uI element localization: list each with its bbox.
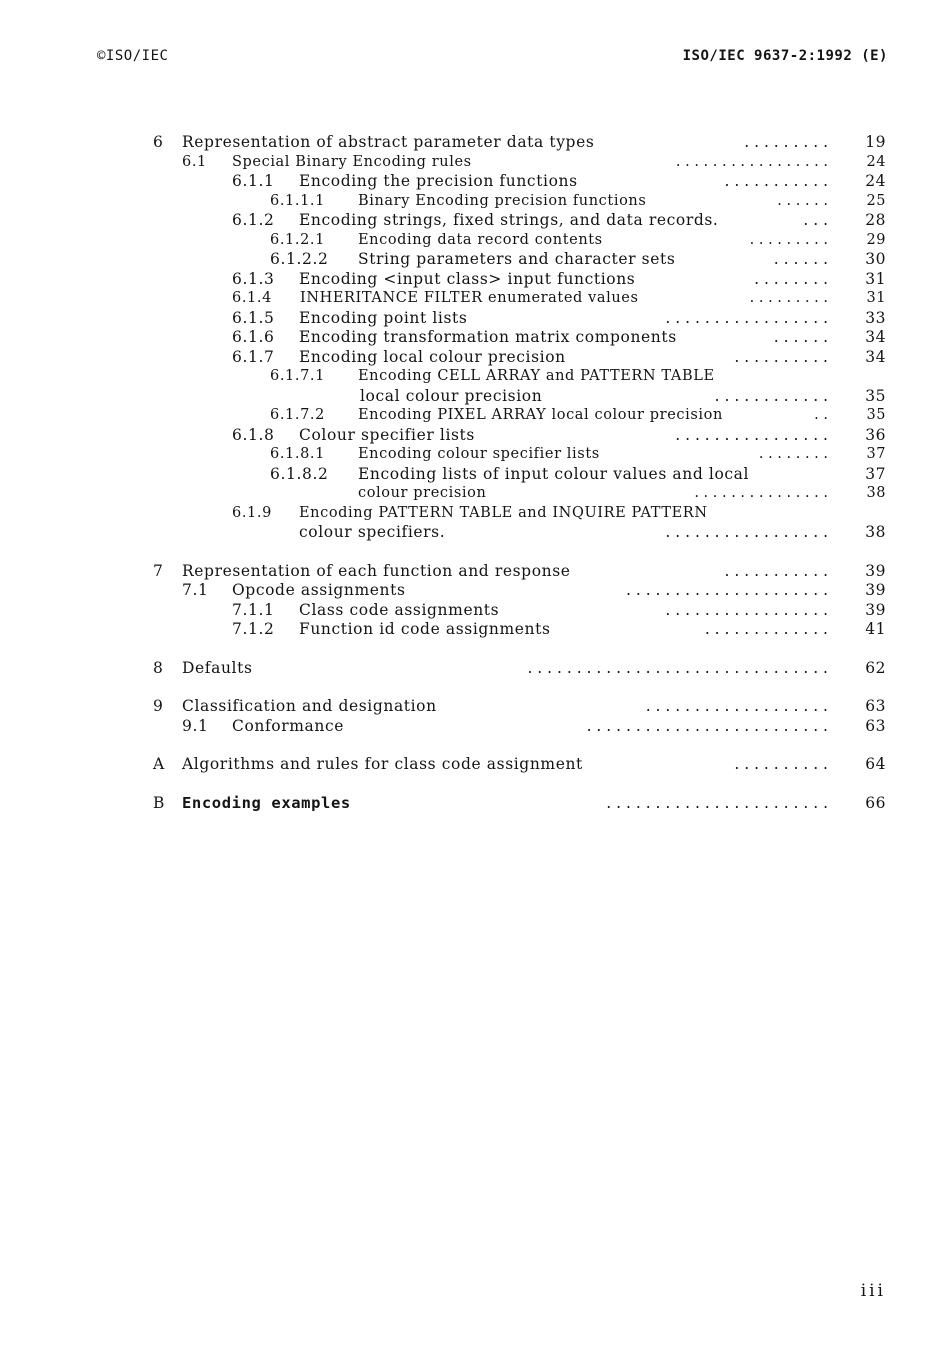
toc-entry[interactable] bbox=[0, 504, 950, 524]
toc-entry[interactable] bbox=[0, 562, 950, 582]
page-number-roman: iii bbox=[860, 1281, 886, 1301]
toc-entry-continued[interactable] bbox=[0, 387, 950, 407]
toc-page: 39 bbox=[865, 600, 886, 619]
toc-number: 6.1.1 bbox=[232, 172, 275, 190]
leader-dots: . . . . . . . . . . . . . . . . . . . bbox=[645, 697, 828, 715]
toc-page: 63 bbox=[865, 716, 886, 735]
toc-entry[interactable] bbox=[0, 133, 950, 153]
toc-number: 9.1 bbox=[182, 716, 209, 735]
leader-dots: . . . . . . . . . bbox=[749, 231, 828, 248]
toc-entry[interactable] bbox=[0, 367, 950, 387]
toc-title: Binary Encoding precision functions bbox=[358, 192, 647, 209]
toc-title: local colour precision bbox=[360, 386, 543, 405]
leader-dots: . . . . . . . . . bbox=[0, 133, 828, 153]
leader-dots: . . . . . . . . . . . . . . . . . . . . . . . . . bbox=[586, 716, 828, 735]
toc-page: 35 bbox=[866, 407, 886, 423]
toc-entry[interactable] bbox=[0, 426, 950, 446]
toc-number: 7.1.1 bbox=[232, 600, 275, 619]
toc-entry[interactable] bbox=[0, 465, 950, 485]
toc-entry[interactable] bbox=[0, 348, 950, 368]
leader-dots: . . . . . . . . bbox=[758, 446, 828, 462]
toc-page: 62 bbox=[865, 658, 886, 677]
toc-entry[interactable] bbox=[0, 192, 950, 212]
toc-title: Function id code assignments bbox=[299, 620, 551, 638]
toc-entry[interactable] bbox=[0, 309, 950, 329]
toc-page: 37 bbox=[865, 464, 886, 483]
leader-dots: . . . . . . . . . . bbox=[734, 755, 828, 773]
toc-entry[interactable] bbox=[0, 328, 950, 348]
toc-number: 6.1.7.1 bbox=[270, 368, 325, 384]
leader-dots: . . . . . . . . . . . . . . . bbox=[694, 485, 828, 501]
toc-number: 6.1.9 bbox=[232, 504, 272, 521]
toc-number: A bbox=[153, 755, 165, 773]
toc-entry-continued[interactable] bbox=[0, 523, 950, 543]
toc-entry[interactable] bbox=[0, 406, 950, 426]
toc-page: 24 bbox=[866, 153, 886, 170]
toc-page: 25 bbox=[866, 192, 886, 209]
toc-entry[interactable] bbox=[0, 211, 950, 231]
leader-dots: . . . . . . . . . . . . . . . . . . . . . . . . . . . . . . . bbox=[527, 658, 828, 677]
toc-title: Encoding the precision functions bbox=[299, 172, 578, 190]
toc-entry[interactable] bbox=[0, 445, 950, 465]
toc-page: 28 bbox=[865, 211, 886, 229]
toc-page: 39 bbox=[865, 561, 886, 580]
toc-title: Class code assignments bbox=[299, 600, 500, 619]
toc-title: Encoding CELL ARRAY and PATTERN TABLE bbox=[358, 368, 715, 384]
toc-number: 9 bbox=[153, 697, 164, 715]
toc-number: 6 bbox=[153, 133, 164, 151]
toc-number: 6.1.7.2 bbox=[270, 407, 325, 423]
toc-number: 6.1.8.2 bbox=[270, 464, 329, 483]
toc-page: 34 bbox=[865, 347, 886, 366]
toc-page: 31 bbox=[865, 269, 886, 288]
toc-page: 37 bbox=[866, 446, 886, 462]
toc-title: Defaults bbox=[182, 658, 253, 677]
toc-title: colour specifiers. bbox=[299, 523, 446, 541]
header-standard-id: ISO/IEC 9637-2:1992 (E) bbox=[682, 48, 888, 64]
toc-page: 39 bbox=[865, 581, 886, 599]
leader-dots: . . . . . . . . . . . . . . . . . bbox=[665, 600, 828, 619]
toc-number: 8 bbox=[153, 658, 164, 677]
leader-dots: . . . . . . . . bbox=[754, 269, 828, 288]
toc-title: Algorithms and rules for class code assignment bbox=[182, 755, 583, 773]
toc-entry[interactable] bbox=[0, 755, 950, 775]
toc-page: 38 bbox=[865, 523, 886, 541]
toc-title: Encoding transformation matrix components bbox=[299, 328, 677, 346]
toc-entry-continued[interactable] bbox=[0, 484, 950, 504]
toc-entry[interactable] bbox=[0, 620, 950, 640]
leader-dots: . . . . . . . . . . . . . bbox=[704, 620, 828, 638]
leader-dots: . . . . . . . . . . . bbox=[724, 561, 828, 580]
toc-page: 66 bbox=[865, 793, 886, 812]
leader-dots: . . . . . . . . . . . . . . . . . . . . . . . bbox=[606, 793, 828, 812]
toc-number: 6.1 bbox=[182, 153, 207, 170]
toc-title: colour precision bbox=[358, 485, 487, 501]
leader-dots: . . . . . . . . . . . . . . . . . bbox=[675, 153, 828, 170]
toc-title: Classification and designation bbox=[182, 697, 437, 715]
toc-entry[interactable] bbox=[0, 794, 950, 814]
toc-title: Conformance bbox=[232, 716, 345, 735]
toc-title: String parameters and character sets bbox=[358, 250, 676, 268]
toc-title: Encoding local colour precision bbox=[299, 347, 566, 366]
toc-entry[interactable] bbox=[0, 289, 950, 309]
toc-number: 6.1.2 bbox=[232, 211, 275, 229]
toc-number: 6.1.3 bbox=[232, 269, 275, 288]
toc-title: Encoding examples bbox=[182, 793, 351, 812]
toc-entry[interactable] bbox=[0, 697, 950, 717]
leader-dots: . . . . . . . . . . . . bbox=[714, 386, 828, 405]
toc-page: 38 bbox=[866, 485, 886, 501]
leader-dots: . . . . . . bbox=[777, 192, 828, 209]
toc-entry[interactable] bbox=[0, 172, 950, 192]
toc-number: 6.1.5 bbox=[232, 308, 275, 327]
toc-title: Special Binary Encoding rules bbox=[232, 153, 472, 170]
toc-title: Encoding strings, fixed strings, and data records. bbox=[299, 211, 719, 229]
toc-title: INHERITANCE FILTER enumerated values bbox=[300, 290, 639, 306]
toc-number: 6.1.2.1 bbox=[270, 231, 325, 248]
toc-entry[interactable] bbox=[0, 270, 950, 290]
toc-entry[interactable] bbox=[0, 231, 950, 251]
toc-number: 6.1.1.1 bbox=[270, 192, 325, 209]
toc-number: 6.1.7 bbox=[232, 347, 275, 366]
toc-page: 63 bbox=[865, 697, 886, 715]
toc-number: 7.1 bbox=[182, 581, 209, 599]
leader-dots: . . . . . . bbox=[773, 328, 828, 346]
toc-entry[interactable] bbox=[0, 659, 950, 679]
toc-page: 29 bbox=[866, 231, 886, 248]
toc-page: 31 bbox=[866, 290, 886, 306]
leader-dots: . . . . . . . . . . . . . . . . . . . . . bbox=[625, 581, 828, 599]
toc-entry[interactable] bbox=[0, 581, 950, 601]
toc-title: Encoding data record contents bbox=[358, 231, 603, 248]
table-of-contents bbox=[0, 133, 950, 813]
leader-dots: . . . . . . . . . . . . . . . . . bbox=[665, 308, 828, 327]
toc-number: 6.1.2.2 bbox=[270, 250, 329, 268]
toc-entry[interactable] bbox=[0, 250, 950, 270]
toc-page: 64 bbox=[865, 755, 886, 773]
leader-dots: . . bbox=[814, 407, 828, 423]
header-copyright: ©ISO/IEC bbox=[97, 48, 169, 64]
toc-page: 24 bbox=[865, 172, 886, 190]
toc-number: 6.1.4 bbox=[232, 290, 272, 306]
leader-dots: . . . . . . bbox=[773, 250, 828, 268]
toc-entry[interactable] bbox=[0, 153, 950, 173]
toc-title: Encoding lists of input colour values and local bbox=[358, 464, 750, 483]
toc-title: Colour specifier lists bbox=[299, 425, 475, 444]
leader-dots: . . . . . . . . . . . . . . . . . bbox=[665, 523, 828, 541]
leader-dots: . . . . . . . . . bbox=[749, 290, 828, 306]
leader-dots: . . . bbox=[803, 211, 828, 229]
toc-number: 6.1.8.1 bbox=[270, 446, 325, 462]
toc-page: 34 bbox=[865, 328, 886, 346]
toc-page: 36 bbox=[865, 425, 886, 444]
toc-page: 19 bbox=[865, 133, 886, 151]
toc-number: B bbox=[153, 793, 165, 812]
leader-dots: . . . . . . . . . . bbox=[734, 347, 828, 366]
toc-page: 35 bbox=[865, 386, 886, 405]
leader-dots: . . . . . . . . . . . . . . . . bbox=[675, 425, 828, 444]
leader-dots: . . . . . . . . . . . bbox=[724, 172, 828, 190]
toc-title: Opcode assignments bbox=[232, 581, 406, 599]
toc-title: Encoding point lists bbox=[299, 308, 468, 327]
toc-page: 33 bbox=[865, 308, 886, 327]
toc-number: 6.1.8 bbox=[232, 425, 275, 444]
toc-page: 30 bbox=[865, 250, 886, 268]
toc-title: Representation of abstract parameter data types bbox=[182, 133, 595, 151]
toc-title: Encoding PATTERN TABLE and INQUIRE PATTERN bbox=[299, 504, 708, 521]
toc-entry[interactable] bbox=[0, 601, 950, 621]
toc-number: 7.1.2 bbox=[232, 620, 275, 638]
toc-title: Encoding PIXEL ARRAY local colour precision bbox=[358, 407, 723, 423]
toc-title: Encoding <input class> input functions bbox=[299, 269, 636, 288]
toc-entry[interactable] bbox=[0, 717, 950, 737]
toc-number: 6.1.6 bbox=[232, 328, 275, 346]
toc-title: Representation of each function and response bbox=[182, 561, 571, 580]
toc-page: 41 bbox=[865, 620, 886, 638]
toc-number: 7 bbox=[153, 561, 164, 580]
toc-title: Encoding colour specifier lists bbox=[358, 446, 600, 462]
